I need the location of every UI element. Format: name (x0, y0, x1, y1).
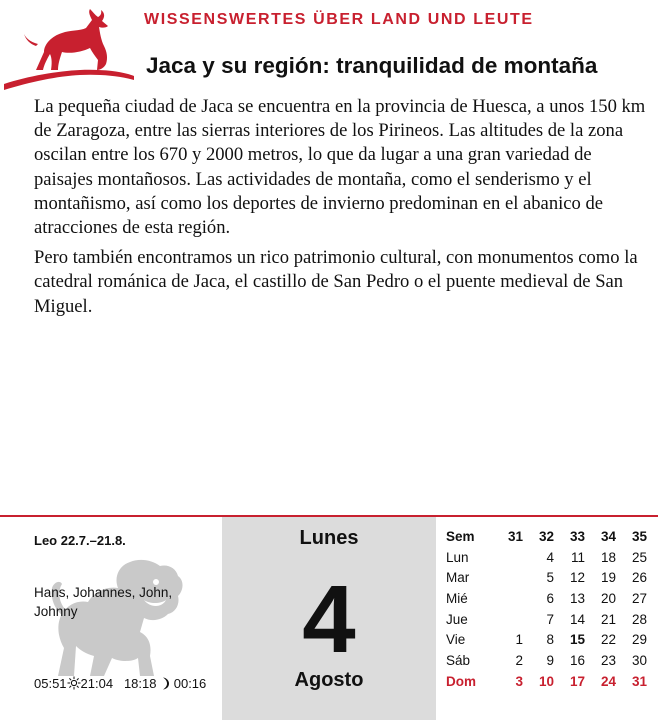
calendar-day: 18 (600, 549, 616, 565)
calendar-row (446, 567, 647, 588)
day-label: Jue (446, 611, 468, 627)
calendar-day: 14 (569, 611, 585, 627)
date-panel (222, 517, 436, 720)
calendar-day: 28 (631, 611, 647, 627)
calendar-day: 11 (570, 549, 585, 565)
calendar-day: 6 (546, 590, 554, 606)
bull-logo (0, 0, 135, 92)
info-panel (0, 517, 222, 720)
calendar-day: 23 (600, 652, 616, 668)
calendar-day: 7 (546, 611, 554, 627)
day-label: Vie (446, 632, 466, 648)
moonrise-time: 18:18 (123, 676, 157, 691)
calendar-day: 3 (515, 673, 523, 689)
week-number: 31 (507, 528, 523, 544)
day-label: Sáb (446, 652, 471, 668)
calendar-day (492, 547, 523, 568)
calendar-row (446, 629, 647, 650)
sunset-time: 21:04 (80, 676, 114, 691)
calendar-day: 9 (546, 652, 554, 668)
day-label: Mar (446, 570, 470, 586)
calendar-day: 27 (631, 590, 647, 606)
calendar-day: 30 (631, 652, 647, 668)
sun-icon (67, 676, 81, 690)
week-number: 35 (631, 528, 647, 544)
calendar-day: 13 (569, 590, 585, 606)
paragraph: Pero también encontramos un rico patrimonio cultural, con monumentos como la catedral románica de Jaca, el castillo de San Pedro o el puente medieval de San Miguel. (34, 247, 638, 317)
calendar-day: 8 (546, 632, 554, 648)
calendar-day: 10 (538, 673, 554, 689)
calendar-day: 17 (569, 673, 585, 689)
zodiac-range: Leo 22.7.–21.8. (34, 533, 126, 548)
calendar-row (446, 588, 647, 609)
calendar-row (446, 609, 647, 630)
calendar-day-highlighted: 15 (569, 632, 585, 648)
calendar-day: 31 (631, 673, 647, 689)
name-days: Hans, Johannes, John, Johnny (34, 585, 173, 619)
calendar-day (492, 609, 523, 630)
calendar-day: 20 (600, 590, 616, 606)
calendar-day: 16 (569, 652, 585, 668)
calendar-week-header (446, 526, 647, 547)
calendar-day: 21 (600, 611, 616, 627)
calendar-day: 22 (600, 632, 616, 648)
day-label: Mié (446, 590, 468, 606)
article-body (34, 95, 646, 325)
moon-icon (160, 677, 170, 690)
calendar-row (446, 547, 647, 568)
day-number: 4 (302, 566, 356, 673)
moonset-time: 00:16 (173, 676, 207, 691)
calendar-day: 4 (546, 549, 554, 565)
week-number: 32 (538, 528, 554, 544)
calendar-day: 24 (600, 673, 616, 689)
sun-moon-times (34, 676, 206, 691)
calendar-day (492, 588, 523, 609)
week-number: 33 (569, 528, 585, 544)
day-label: Dom (446, 673, 476, 689)
calendar-day: 2 (515, 652, 523, 668)
week-number: 34 (600, 528, 616, 544)
month-calendar (446, 526, 647, 692)
sunrise-time: 05:51 (34, 676, 67, 691)
calendar-row-sunday (446, 671, 647, 692)
section-label: WISSENSWERTES ÜBER LAND UND LEUTE (144, 11, 534, 28)
weekday: Lunes (299, 527, 359, 549)
month: Agosto (294, 669, 364, 691)
calendar-day: 1 (515, 632, 523, 648)
day-label: Lun (446, 549, 469, 565)
calendar-day: 19 (600, 570, 616, 586)
calendar-day: 29 (631, 632, 647, 648)
week-label: Sem (446, 528, 475, 544)
calendar-day (492, 567, 523, 588)
calendar-day: 5 (546, 570, 554, 586)
page-title: Jaca y su región: tranquilidad de montaña (146, 53, 598, 78)
calendar-day: 26 (631, 570, 647, 586)
calendar-day: 25 (631, 549, 647, 565)
paragraph: La pequeña ciudad de Jaca se encuentra en la provincia de Huesca, a unos 150 km de Zaragoza, entre las sierras interiores de los Pirineos. Las altitudes de la zona oscilan entre los 670 y 2000 metros, lo que da lugar a una gran variedad de paisajes montañosos. Las actividades de montaña, como el senderismo y el montañismo, así como los deportes de invierno predominan en el abanico de atracciones de esta región. (34, 96, 646, 239)
calendar-day: 12 (569, 570, 585, 586)
calendar-row (446, 650, 647, 671)
